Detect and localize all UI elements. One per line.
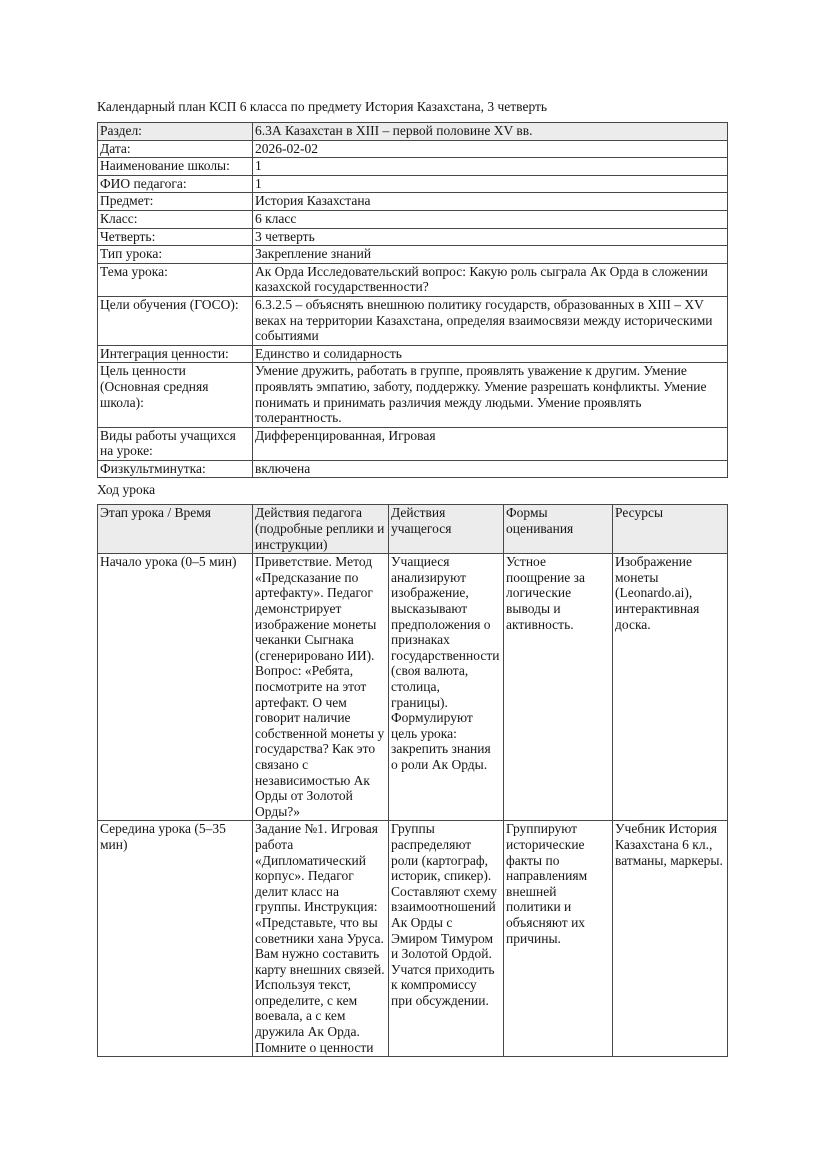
lesson-cell-teacher-actions: Приветствие. Метод «Предсказание по артефакту». Педагог демонстрирует изображение монеты чеканки Сыгнака (сгенерировано ИИ). Вопрос: «Ребята, посмотрите на этот артефакт. О чем говорит наличие собственной монеты у государства? Как это связано с независимостью Ак Орды от Золотой Орды?»	[253, 554, 389, 821]
info-value: 6.3.2.5 – объяснять внешнюю политику государств, образованных в XIII – XV веках на территории Казахстана, определяя взаимосвязи между историческими событиями	[253, 296, 728, 345]
lesson-row-middle	[98, 821, 728, 1057]
lesson-cell-teacher-actions: Задание №1. Игровая работа «Дипломатический корпус». Педагог делит класс на группы. Инструкция: «Представьте, что вы советники хана Уруса. Вам нужно составить карту внешних связей. Используя текст, определите, с кем воевала, а с кем дружила Ак Орда. Помните о ценности	[253, 821, 389, 1057]
info-row-grade	[98, 210, 728, 228]
info-row-work-types	[98, 427, 728, 460]
info-value: Дифференцированная, Игровая	[253, 427, 728, 460]
info-label: Раздел:	[98, 123, 253, 141]
lesson-cell-stage: Середина урока (5–35 мин)	[98, 821, 253, 1057]
info-row-section	[98, 123, 728, 141]
info-label: Физкультминутка:	[98, 460, 253, 478]
info-value: Умение дружить, работать в группе, проявлять уважение к другим. Умение проявлять эмпатию, заботу, поддержку. Умение разрешать конфликты. Умение понимать и принимать различия между людьми. Умение проявлять толерантность.	[253, 363, 728, 427]
info-row-values-integration	[98, 345, 728, 363]
info-value: Единство и солидарность	[253, 345, 728, 363]
lesson-cell-assessment: Группируют исторические факты по направлениям внешней политики и объясняют их причины.	[504, 821, 613, 1057]
lesson-cell-resources: Учебник История Казахстана 6 кл., ватманы, маркеры.	[613, 821, 728, 1057]
lesson-header-assessment: Формы оценивания	[504, 505, 613, 554]
info-value: 1	[253, 158, 728, 176]
lesson-header-row	[98, 505, 728, 554]
info-row-teacher-name	[98, 175, 728, 193]
info-label: Интеграция ценности:	[98, 345, 253, 363]
info-value: 6 класс	[253, 210, 728, 228]
info-row-subject	[98, 193, 728, 211]
info-value: 3 четверть	[253, 228, 728, 246]
lesson-header-resources: Ресурсы	[613, 505, 728, 554]
lesson-cell-stage: Начало урока (0–5 мин)	[98, 554, 253, 821]
info-value: 2026-02-02	[253, 140, 728, 158]
info-label: Наименование школы:	[98, 158, 253, 176]
info-label: Класс:	[98, 210, 253, 228]
lesson-cell-resources: Изображение монеты (Leonardo.ai), интерактивная доска.	[613, 554, 728, 821]
page-title: Календарный план КСП 6 класса по предмету История Казахстана, 3 четверть	[97, 99, 548, 114]
lesson-cell-student-actions: Группы распределяют роли (картограф, историк, спикер). Составляют схему взаимоотношений Ак Орды с Эмиром Тимуром и Золотой Ордой. Учатся приходить к компромиссу при обсуждении.	[389, 821, 504, 1057]
info-row-date	[98, 140, 728, 158]
info-label: Виды работы учащихся на уроке:	[98, 427, 253, 460]
lesson-course-section-label: Ход урока	[97, 482, 156, 498]
info-row-school	[98, 158, 728, 176]
info-label: Тип урока:	[98, 246, 253, 264]
lesson-course-table	[97, 504, 728, 1057]
info-value: 6.3А Казахстан в XIII – первой половине XV вв.	[253, 123, 728, 141]
info-label: ФИО педагога:	[98, 175, 253, 193]
info-label: Дата:	[98, 140, 253, 158]
lesson-row-start	[98, 554, 728, 821]
lesson-cell-student-actions: Учащиеся анализируют изображение, высказывают предположения о признаках государственности (своя валюта, столица, границы). Формулируют цель урока: закрепить знания о роли Ак Орды.	[389, 554, 504, 821]
info-row-values-goal	[98, 363, 728, 427]
info-value: История Казахстана	[253, 193, 728, 211]
info-label: Цели обучения (ГОСО):	[98, 296, 253, 345]
info-row-lesson-topic	[98, 263, 728, 296]
info-value: Ак Орда Исследовательский вопрос: Какую роль сыграла Ак Орда в сложении казахской государственности?	[253, 263, 728, 296]
info-label: Предмет:	[98, 193, 253, 211]
info-row-learning-goals	[98, 296, 728, 345]
info-label: Тема урока:	[98, 263, 253, 296]
lesson-cell-assessment: Устное поощрение за логические выводы и активность.	[504, 554, 613, 821]
info-value: 1	[253, 175, 728, 193]
info-row-lesson-type	[98, 246, 728, 264]
lesson-info-table	[97, 122, 728, 478]
lesson-header-stage: Этап урока / Время	[98, 505, 253, 554]
info-label: Четверть:	[98, 228, 253, 246]
lesson-header-student-actions: Действия учащегося	[389, 505, 504, 554]
info-row-phys-break	[98, 460, 728, 478]
info-value: Закрепление знаний	[253, 246, 728, 264]
info-value: включена	[253, 460, 728, 478]
info-row-quarter	[98, 228, 728, 246]
info-label: Цель ценности (Основная средняя школа):	[98, 363, 253, 427]
lesson-header-teacher-actions: Действия педагога (подробные реплики и инструкции)	[253, 505, 389, 554]
